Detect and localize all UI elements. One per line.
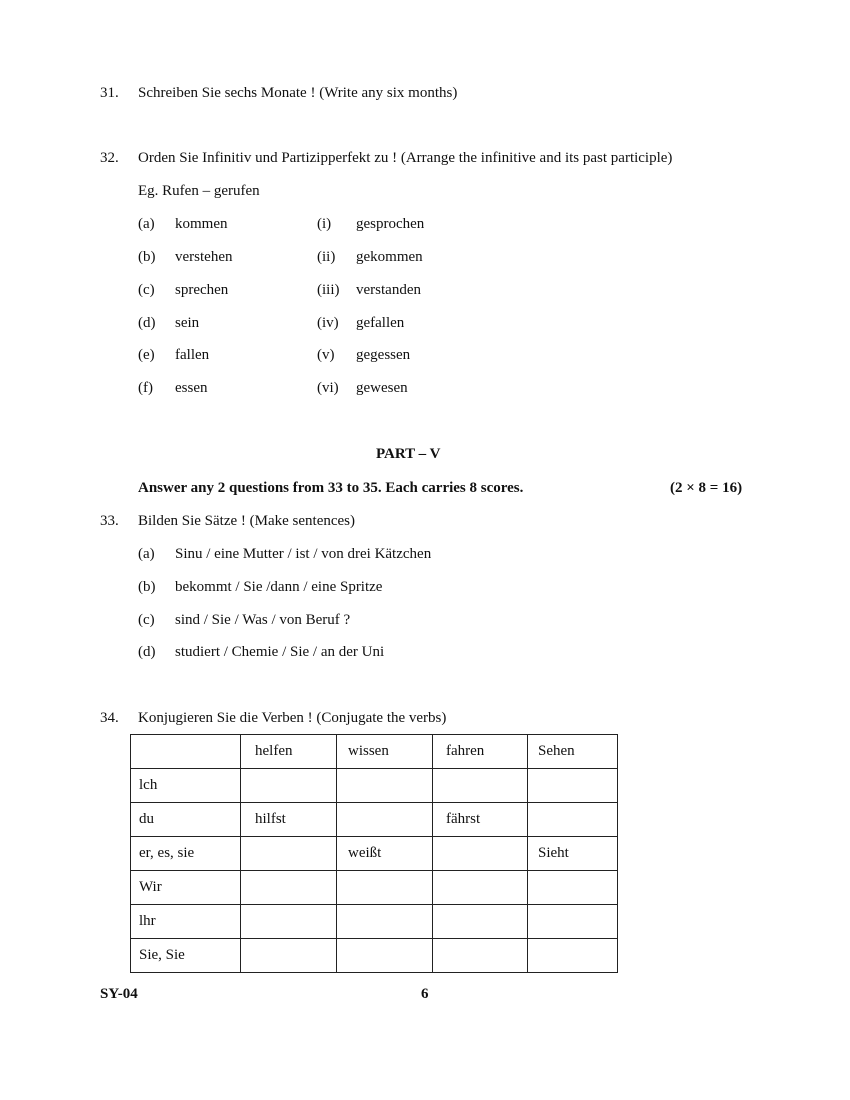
sentence-item-label: (a)	[138, 546, 155, 562]
table-cell	[241, 939, 337, 973]
question-32-text: Orden Sie Infinitiv und Partizipperfekt zu ! (Arrange the infinitive and its past participle)	[138, 150, 673, 166]
table-cell: Wir	[131, 871, 241, 905]
table-cell	[433, 905, 528, 939]
sentence-item-text: sind / Sie / Was / von Beruf ?	[175, 612, 351, 628]
table-cell	[528, 769, 618, 803]
table-header-row	[131, 735, 618, 769]
participle-word: gesprochen	[356, 216, 425, 232]
infinitive-word: essen	[175, 380, 208, 396]
footer-paper-code: SY-04	[100, 986, 138, 1002]
participle-label: (v)	[317, 347, 335, 363]
table-header-cell: fahren	[433, 735, 528, 769]
table-header-cell: helfen	[241, 735, 337, 769]
table-cell: Sie, Sie	[131, 939, 241, 973]
participle-label: (iv)	[317, 315, 339, 331]
table-cell	[528, 803, 618, 837]
table-header-cell	[131, 735, 241, 769]
participle-label: (vi)	[317, 380, 339, 396]
sentence-item-text: Sinu / eine Mutter / ist / von drei Kätzchen	[175, 546, 432, 562]
table-cell	[337, 803, 433, 837]
sentence-item-label: (c)	[138, 612, 155, 628]
table-row	[131, 871, 618, 905]
table-cell	[528, 871, 618, 905]
table-cell	[337, 769, 433, 803]
table-header-cell: wissen	[337, 735, 433, 769]
infinitive-label: (c)	[138, 282, 155, 298]
sentence-item-text: studiert / Chemie / Sie / an der Uni	[175, 644, 385, 660]
part-heading: PART – V	[376, 446, 441, 462]
infinitive-label: (d)	[138, 315, 156, 331]
question-32-example: Eg. Rufen – gerufen	[138, 183, 260, 199]
infinitive-word: sprechen	[175, 282, 229, 298]
infinitive-label: (e)	[138, 347, 155, 363]
table-row	[131, 769, 618, 803]
table-cell	[337, 905, 433, 939]
question-34-text: Konjugieren Sie die Verben ! (Conjugate the verbs)	[138, 710, 447, 726]
table-cell: lch	[131, 769, 241, 803]
table-header-cell: Sehen	[528, 735, 618, 769]
table-cell	[433, 939, 528, 973]
table-cell	[337, 939, 433, 973]
question-33-number: 33.	[100, 513, 119, 529]
table-cell: fährst	[433, 803, 528, 837]
table-cell	[528, 905, 618, 939]
table-cell	[241, 769, 337, 803]
participle-word: gefallen	[356, 315, 405, 331]
question-32-number: 32.	[100, 150, 119, 166]
infinitive-word: fallen	[175, 347, 210, 363]
table-row	[131, 803, 618, 837]
question-33-text: Bilden Sie Sätze ! (Make sentences)	[138, 513, 356, 529]
footer-page-number: 6	[421, 986, 429, 1002]
table-cell: er, es, sie	[131, 837, 241, 871]
table-cell	[241, 837, 337, 871]
sentence-item-text: bekommt / Sie /dann / eine Spritze	[175, 579, 383, 595]
question-34-number: 34.	[100, 710, 119, 726]
infinitive-word: sein	[175, 315, 200, 331]
participle-word: gegessen	[356, 347, 411, 363]
table-row	[131, 939, 618, 973]
table-cell	[433, 871, 528, 905]
sentence-item-label: (b)	[138, 579, 156, 595]
part-marks: (2 × 8 = 16)	[670, 480, 743, 496]
table-cell	[433, 837, 528, 871]
table-row	[131, 837, 618, 871]
infinitive-label: (f)	[138, 380, 153, 396]
participle-label: (i)	[317, 216, 332, 232]
table-cell: hilfst	[241, 803, 337, 837]
table-cell	[337, 871, 433, 905]
table-cell	[433, 769, 528, 803]
table-cell: Sieht	[528, 837, 618, 871]
table-row	[131, 905, 618, 939]
question-31-text: Schreiben Sie sechs Monate ! (Write any six months)	[138, 85, 458, 101]
participle-label: (ii)	[317, 249, 336, 265]
table-cell	[241, 905, 337, 939]
participle-word: gewesen	[356, 380, 408, 396]
participle-label: (iii)	[317, 282, 340, 298]
table-cell: lhr	[131, 905, 241, 939]
table-cell: weißt	[337, 837, 433, 871]
participle-word: verstanden	[356, 282, 421, 298]
table-cell	[241, 871, 337, 905]
conjugation-table	[130, 734, 618, 973]
question-31-number: 31.	[100, 85, 119, 101]
infinitive-label: (a)	[138, 216, 155, 232]
infinitive-word: kommen	[175, 216, 228, 232]
part-instruction: Answer any 2 questions from 33 to 35. Each carries 8 scores.	[138, 480, 524, 496]
sentence-item-label: (d)	[138, 644, 156, 660]
participle-word: gekommen	[356, 249, 423, 265]
infinitive-label: (b)	[138, 249, 156, 265]
infinitive-word: verstehen	[175, 249, 233, 265]
table-cell: du	[131, 803, 241, 837]
table-cell	[528, 939, 618, 973]
